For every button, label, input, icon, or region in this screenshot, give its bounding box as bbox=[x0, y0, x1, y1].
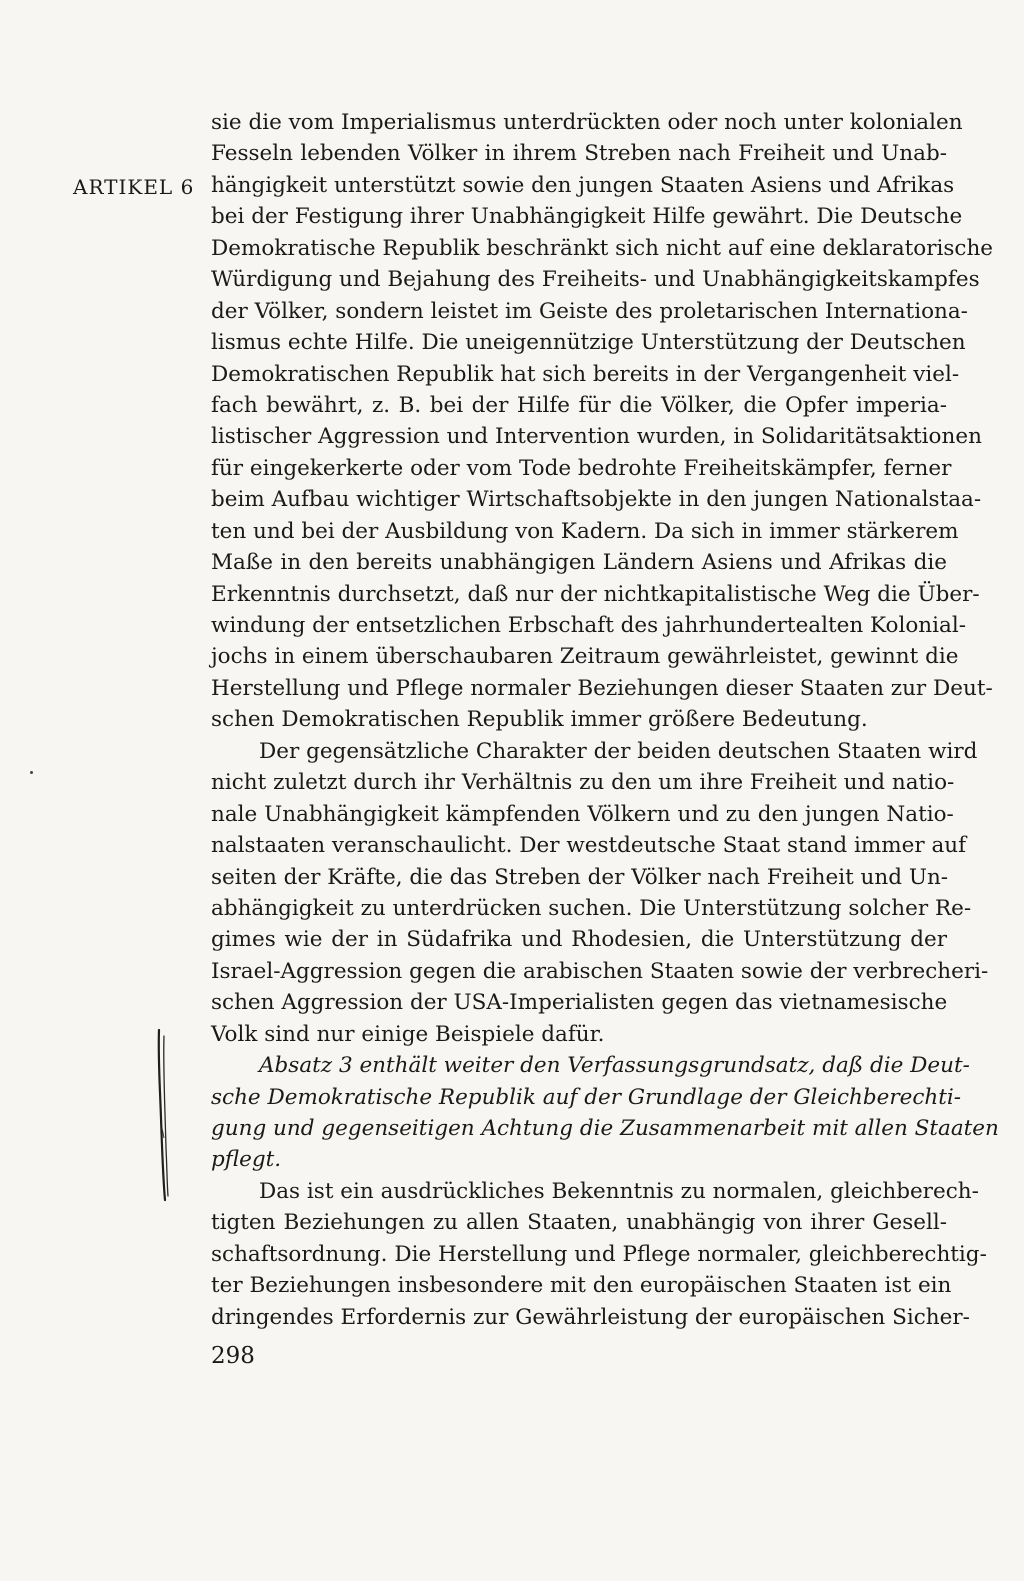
text-line: windung der entsetzlichen Erbschaft des jahrhundertealten Kolonial- bbox=[211, 613, 966, 638]
text-line: schen Aggression der USA-Imperialisten gegen das vietnamesische bbox=[211, 990, 948, 1016]
text-line: Der gegensätzliche Charakter der beiden deutschen Staaten wird bbox=[259, 738, 978, 764]
text-line: Herstellung und Pflege normaler Beziehungen dieser Staaten zur Deut- bbox=[211, 675, 993, 701]
text-line: Demokratische Republik beschränkt sich nicht auf eine deklaratorische bbox=[211, 235, 994, 261]
text-line: tigten Beziehungen zu allen Staaten, unabhängig von ihrer Gesell- bbox=[211, 1210, 947, 1236]
italic-paragraph bbox=[211, 1050, 999, 1176]
page-number: 298 bbox=[211, 1343, 255, 1369]
text-line: nale Unabhängigkeit kämpfenden Völkern und zu den jungen Natio- bbox=[211, 801, 954, 827]
text-line: gung und gegenseitigen Achtung die Zusammenarbeit mit allen Staaten bbox=[211, 1116, 999, 1141]
text-line: der Völker, sondern leistet im Geiste des proletarischen Internationa- bbox=[211, 298, 968, 324]
text-line: dringendes Erfordernis zur Gewährleistung der europäischen Sicher- bbox=[211, 1304, 970, 1330]
text-line: fach bewährt, z. B. bei der Hilfe für die Völker, die Opfer imperia- bbox=[211, 392, 947, 418]
text-line: listischer Aggression und Intervention wurden, in Solidaritätsaktionen bbox=[211, 424, 982, 450]
text-line: Israel-Aggression gegen die arabischen Staaten sowie der verbrecheri- bbox=[211, 958, 989, 984]
text-line: lismus echte Hilfe. Die uneigennützige Unterstützung der Deutschen bbox=[211, 330, 966, 356]
text-line: nalstaaten veranschaulicht. Der westdeutsche Staat stand immer auf bbox=[211, 833, 967, 859]
paragraph bbox=[211, 736, 989, 1050]
text-line: ten und bei der Ausbildung von Kadern. Da sich in immer stärkerem bbox=[211, 518, 959, 544]
text-line: bei der Festigung ihrer Unabhängigkeit Hilfe gewährt. Die Deutsche bbox=[211, 204, 963, 230]
text-line: Das ist ein ausdrückliches Bekenntnis zu normalen, gleichberech- bbox=[259, 1178, 979, 1204]
text-line: schaftsordnung. Die Herstellung und Pflege normaler, gleichberechtig- bbox=[211, 1241, 987, 1267]
text-line: sie die vom Imperialismus unterdrückten oder noch unter kolonialen bbox=[211, 110, 963, 135]
text-line: für eingekerkerte oder vom Tode bedrohte Freiheitskämpfer, ferner bbox=[211, 455, 952, 481]
article-margin-label: ARTIKEL 6 bbox=[73, 175, 195, 199]
text-line: sche Demokratische Republik auf der Grundlage der Gleichberechti- bbox=[211, 1084, 962, 1110]
text-line: Maße in den bereits unabhängigen Ländern Asiens und Afrikas die bbox=[211, 550, 947, 576]
text-line: Erkenntnis durchsetzt, daß nur der nichtkapitalistische Weg die Über- bbox=[211, 581, 980, 607]
text-line: Fesseln lebenden Völker in ihrem Streben nach Freiheit und Unab- bbox=[211, 141, 947, 167]
paragraph bbox=[211, 107, 994, 736]
text-line: nicht zuletzt durch ihr Verhältnis zu den um ihre Freiheit und natio- bbox=[211, 770, 955, 796]
text-line: schen Demokratischen Republik immer größere Bedeutung. bbox=[211, 707, 868, 733]
paragraph bbox=[211, 1176, 987, 1333]
text-line: beim Aufbau wichtiger Wirtschaftsobjekte in den jungen Nationalstaa- bbox=[211, 487, 982, 513]
text-line: gimes wie der in Südafrika und Rhodesien, die Unterstützung der bbox=[211, 927, 947, 953]
text-line: hängigkeit unterstützt sowie den jungen Staaten Asiens und Afrikas bbox=[211, 172, 955, 198]
text-line: pflegt. bbox=[211, 1147, 282, 1173]
text-line: jochs in einem überschaubaren Zeitraum gewährleistet, gewinnt die bbox=[211, 644, 959, 670]
text-line: Absatz 3 enthält weiter den Verfassungsgrundsatz, daß die Deut- bbox=[259, 1053, 970, 1079]
text-line: ter Beziehungen insbesondere mit den europäischen Staaten ist ein bbox=[211, 1273, 952, 1299]
text-line: Volk sind nur einige Beispiele dafür. bbox=[211, 1021, 605, 1047]
handwritten-margin-line bbox=[153, 1028, 177, 1204]
text-line: seiten der Kräfte, die das Streben der Völker nach Freiheit und Un- bbox=[211, 864, 949, 890]
body-text bbox=[211, 107, 999, 1333]
text-line: abhängigkeit zu unterdrücken suchen. Die Unterstützung solcher Re- bbox=[211, 895, 972, 921]
page-speck bbox=[30, 771, 33, 774]
text-line: Demokratischen Republik hat sich bereits in der Vergangenheit viel- bbox=[211, 361, 960, 387]
text-line: Würdigung und Bejahung des Freiheits- und Unabhängigkeitskampfes bbox=[211, 267, 980, 293]
